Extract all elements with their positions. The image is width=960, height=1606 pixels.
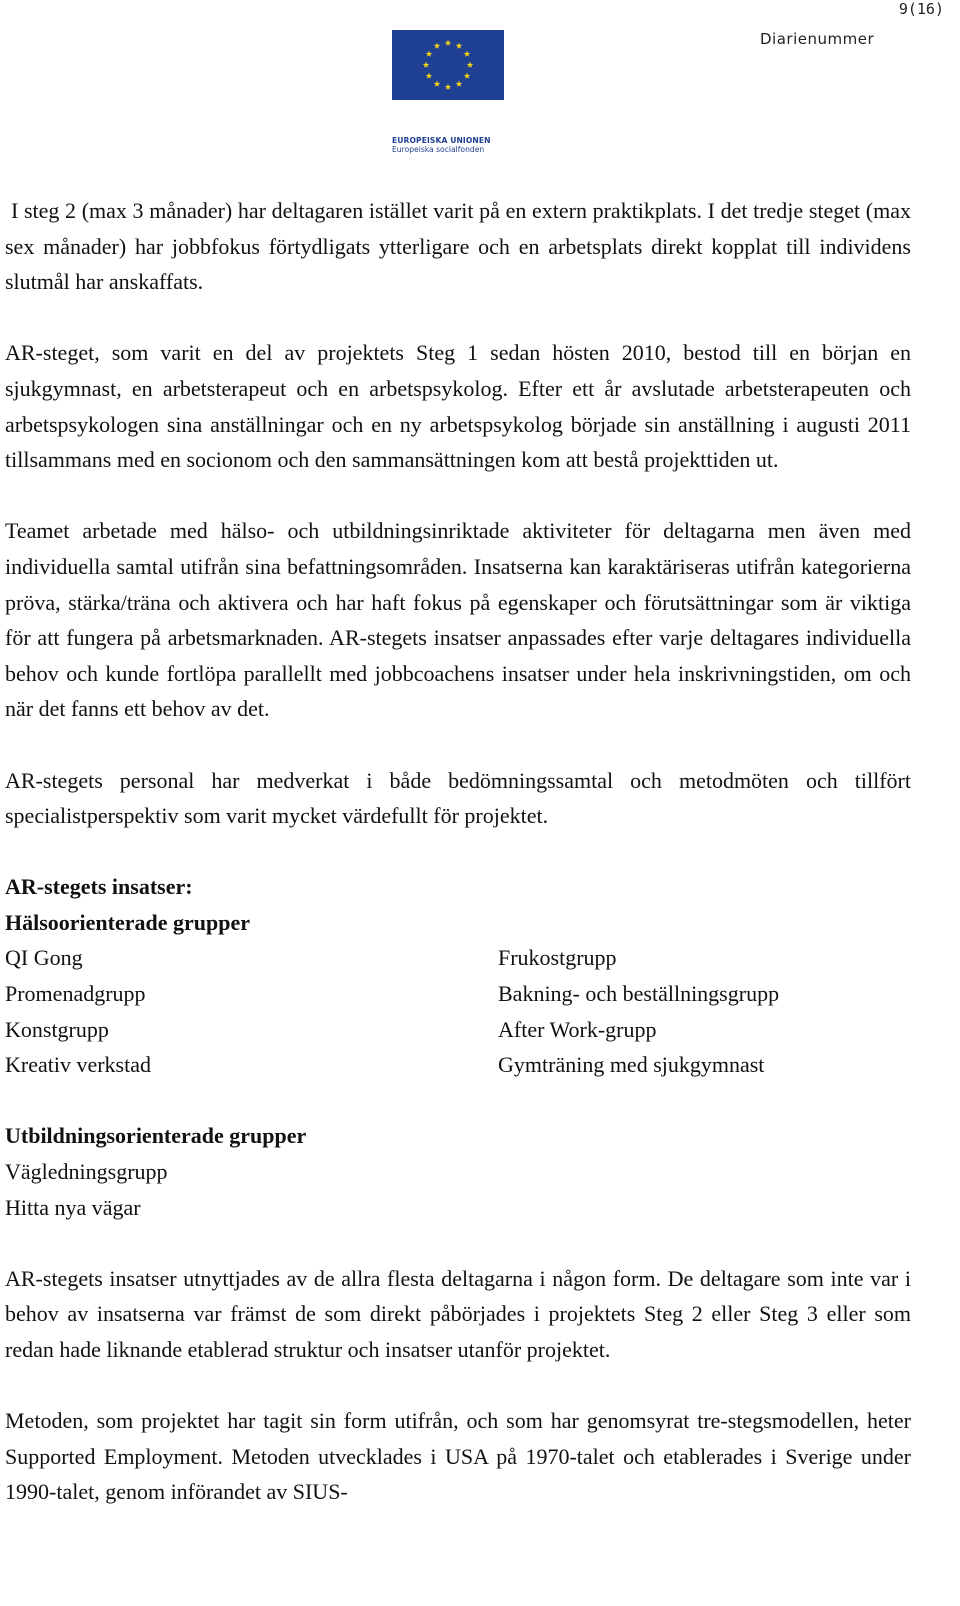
page-number: 9(16)	[898, 0, 944, 18]
utbildning-section	[5, 1118, 911, 1225]
star-icon	[456, 43, 462, 49]
star-icon	[434, 81, 440, 87]
paragraph: AR-steget, som varit en del av projektets Steg 1 sedan hösten 2010, bestod till en början en sjukgymnast, en arbetsterapeut och en arbetspsykolog. Efter ett år avslutade arbetsterapeuten och arbetspsykologen sina anställningar och en ny arbetspsykolog började sin anställning i augusti 2011 tillsammans med en socionom och den sammansättningen kom att bestå projekttiden ut.	[5, 340, 911, 473]
insatser-section	[5, 869, 911, 1083]
list-item: Hitta nya vägar	[5, 1194, 141, 1220]
halso-groups-list	[5, 940, 911, 1082]
star-icon	[426, 73, 432, 79]
diarienummer-label: Diarienummer	[760, 30, 875, 48]
star-icon	[467, 62, 473, 68]
section-heading: AR-stegets insatser:	[5, 874, 193, 900]
paragraph: Metoden, som projektet har tagit sin form utifrån, och som har genomsyrat tre-stegsmodellen, heter Supported Employment. Metoden utvecklades i USA på 1970-talet och etablerades i Sverige under 1990-talet, genom införandet av SIUS-	[5, 1408, 911, 1505]
paragraph: Teamet arbetade med hälso- och utbildningsinriktade aktiviteter för deltagarna men även med individuella samtal utifrån sina befattningsområden. Insatserna kan karaktäriseras utifrån kategorierna pröva, stärka/träna och aktivera och har haft fokus på egenskaper och förutsättningar som är viktiga för att fungera på arbetsmarknaden. AR-stegets insatser anpassades efter varje deltagares individuella behov och kunde fortlöpa parallellt med jobbcoachens insatser under hela inskrivningstiden, om och när det fanns ett behov av det.	[5, 518, 911, 722]
list-item: QI Gong	[5, 945, 83, 971]
star-icon	[445, 84, 451, 90]
list-item: Gymträning med sjukgymnast	[498, 1052, 765, 1078]
eu-flag-icon	[392, 30, 504, 100]
document-body	[5, 193, 911, 1546]
list-item: Frukostgrupp	[498, 945, 617, 971]
list-item: Vägledningsgrupp	[5, 1159, 168, 1185]
star-icon	[464, 73, 470, 79]
paragraph: AR-stegets personal har medverkat i både bedömningssamtal och metodmöten och tillfört specialistperspektiv som varit mycket värdefullt för projektet.	[5, 767, 911, 829]
eu-logo	[392, 30, 504, 154]
star-icon	[464, 51, 470, 57]
list-item: Kreativ verkstad	[5, 1052, 151, 1078]
star-icon	[456, 81, 462, 87]
star-icon	[445, 40, 451, 46]
star-icon	[434, 43, 440, 49]
logo-text-esf: Europeiska socialfonden	[392, 145, 485, 154]
list-item: After Work-grupp	[498, 1016, 657, 1042]
paragraph: I steg 2 (max 3 månader) har deltagaren istället varit på en extern praktikplats. I det tredje steget (max sex månader) har jobbfokus förtydligats ytterligare och en arbetsplats direkt kopplat till individens slutmål har anskaffats.	[5, 198, 911, 295]
list-item: Promenadgrupp	[5, 981, 146, 1007]
subsection-heading: Utbildningsorienterade grupper	[5, 1123, 307, 1149]
logo-text-eu: EUROPEISKA UNIONEN	[392, 136, 491, 145]
paragraph: AR-stegets insatser utnyttjades av de allra flesta deltagarna i någon form. De deltagare som inte var i behov av insatserna var främst de som direkt påbörjades i projektets Steg 2 eller Steg 3 eller som redan hade liknande etablerad struktur och insatser utanför projektet.	[5, 1265, 911, 1362]
list-item: Konstgrupp	[5, 1016, 109, 1042]
list-item: Bakning- och beställningsgrupp	[498, 981, 780, 1007]
subsection-heading: Hälsoorienterade grupper	[5, 909, 251, 935]
star-icon	[423, 62, 429, 68]
star-icon	[426, 51, 432, 57]
